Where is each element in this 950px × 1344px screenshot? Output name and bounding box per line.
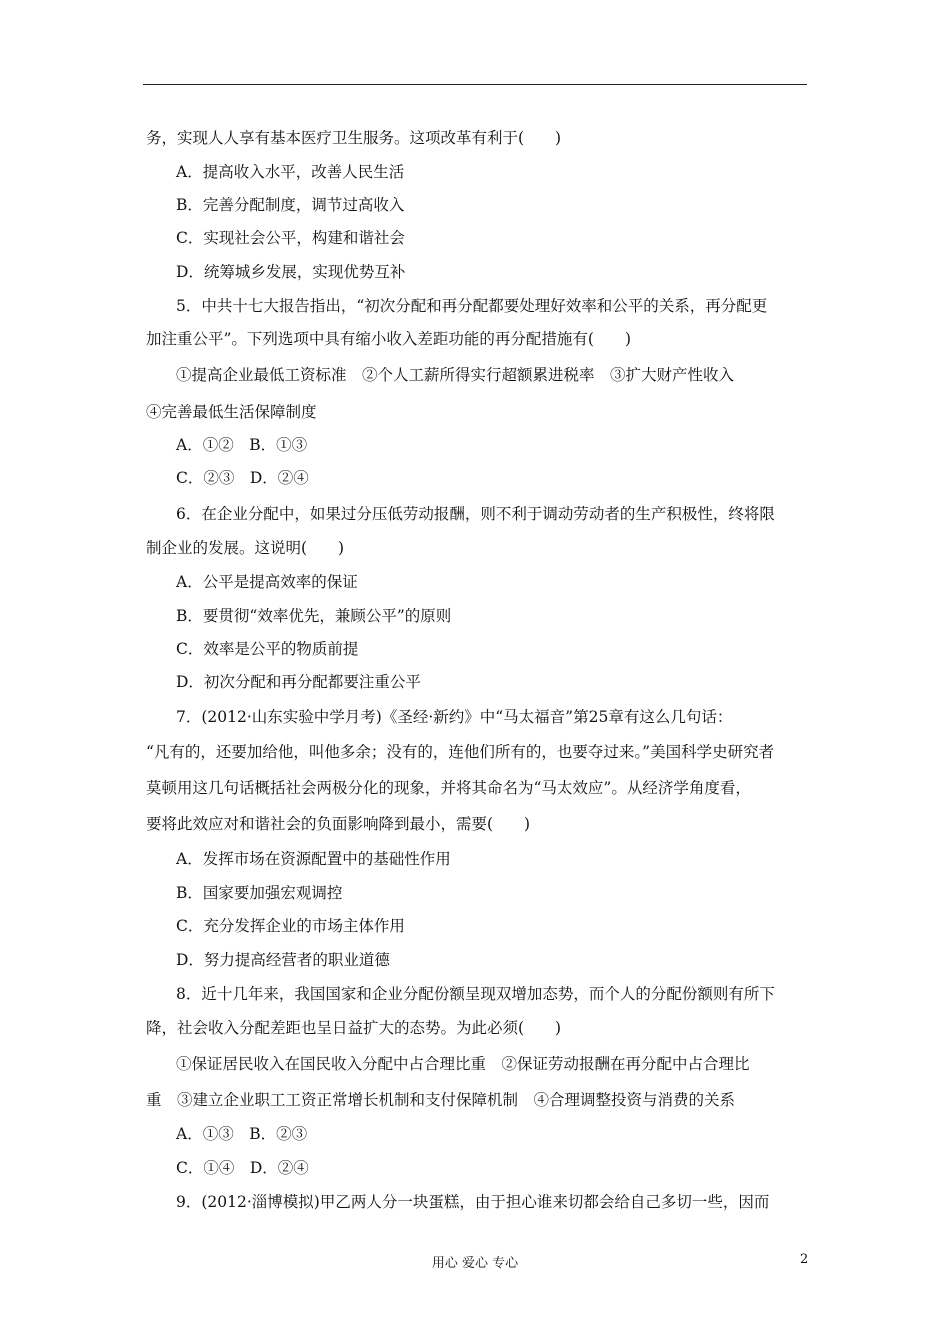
text-line: “凡有的，还要加给他，叫他多余；没有的，连他们所有的，也要夺过来。”美国科学史研究者 bbox=[146, 743, 775, 761]
statement-line: 重 ③建立企业职工工资正常增长机制和支付保障机制 ④合理调整投资与消费的关系 bbox=[146, 1091, 736, 1109]
option-line: B．完善分配制度，调节过高收入 bbox=[176, 196, 405, 214]
option-line: B．要贯彻“效率优先，兼顾公平”的原则 bbox=[176, 607, 452, 625]
text-line: 务，实现人人享有基本医疗卫生服务。这项改革有利于( ) bbox=[146, 129, 562, 147]
option-line: D．初次分配和再分配都要注重公平 bbox=[176, 673, 421, 691]
text-line: 降，社会收入分配差距也呈日益扩大的态势。为此必须( ) bbox=[146, 1019, 562, 1037]
option-line: C．充分发挥企业的市场主体作用 bbox=[176, 917, 405, 935]
option-line: C．实现社会公平，构建和谐社会 bbox=[176, 229, 405, 247]
option-line: A．公平是提高效率的保证 bbox=[176, 573, 358, 591]
option-line: D．统筹城乡发展，实现优势互补 bbox=[176, 263, 406, 281]
footer-motto: 用心 爱心 专心 bbox=[431, 1256, 519, 1271]
text-line: 要将此效应对和谐社会的负面影响降到最小，需要( ) bbox=[146, 815, 531, 833]
option-line: D．努力提高经营者的职业道德 bbox=[176, 951, 390, 969]
question-9: 9．(2012·淄博模拟)甲乙两人分一块蛋糕，由于担心谁来切都会给自己多切一些，因而 bbox=[176, 1193, 770, 1211]
page-number: 2 bbox=[800, 1252, 809, 1267]
option-line: C．①④ D．②④ bbox=[176, 1159, 309, 1177]
header-rule bbox=[143, 84, 807, 85]
statement-line: ④完善最低生活保障制度 bbox=[146, 403, 317, 421]
option-line: A．①② B．①③ bbox=[176, 436, 308, 454]
statement-line: ①提高企业最低工资标准 ②个人工薪所得实行超额累进税率 ③扩大财产性收入 bbox=[176, 366, 735, 384]
text-line: 莫顿用这几句话概括社会两极分化的现象，并将其命名为“马太效应”。从经济学角度看， bbox=[146, 779, 751, 797]
option-line: A．提高收入水平，改善人民生活 bbox=[176, 163, 405, 181]
option-line: C．②③ D．②④ bbox=[176, 469, 309, 487]
statement-line: ①保证居民收入在国民收入分配中占合理比重 ②保证劳动报酬在再分配中占合理比 bbox=[176, 1055, 750, 1073]
question-6: 6．在企业分配中，如果过分压低劳动报酬，则不利于调动劳动者的生产积极性，终将限 bbox=[176, 505, 775, 523]
option-line: A．①③ B．②③ bbox=[176, 1125, 308, 1143]
question-5: 5．中共十七大报告指出，“初次分配和再分配都要处理好效率和公平的关系，再分配更 bbox=[176, 297, 768, 315]
text-line: 制企业的发展。这说明( ) bbox=[146, 539, 345, 557]
question-7: 7．(2012·山东实验中学月考)《圣经·新约》中“马太福音”第25章有这么几句话： bbox=[176, 708, 733, 726]
option-line: C．效率是公平的物质前提 bbox=[176, 640, 359, 658]
question-8: 8．近十几年来，我国国家和企业分配份额呈现双增加态势，而个人的分配份额则有所下 bbox=[176, 985, 775, 1003]
option-line: A．发挥市场在资源配置中的基础性作用 bbox=[176, 850, 451, 868]
option-line: B．国家要加强宏观调控 bbox=[176, 884, 343, 902]
text-line: 加注重公平”。下列选项中具有缩小收入差距功能的再分配措施有( ) bbox=[146, 330, 632, 348]
